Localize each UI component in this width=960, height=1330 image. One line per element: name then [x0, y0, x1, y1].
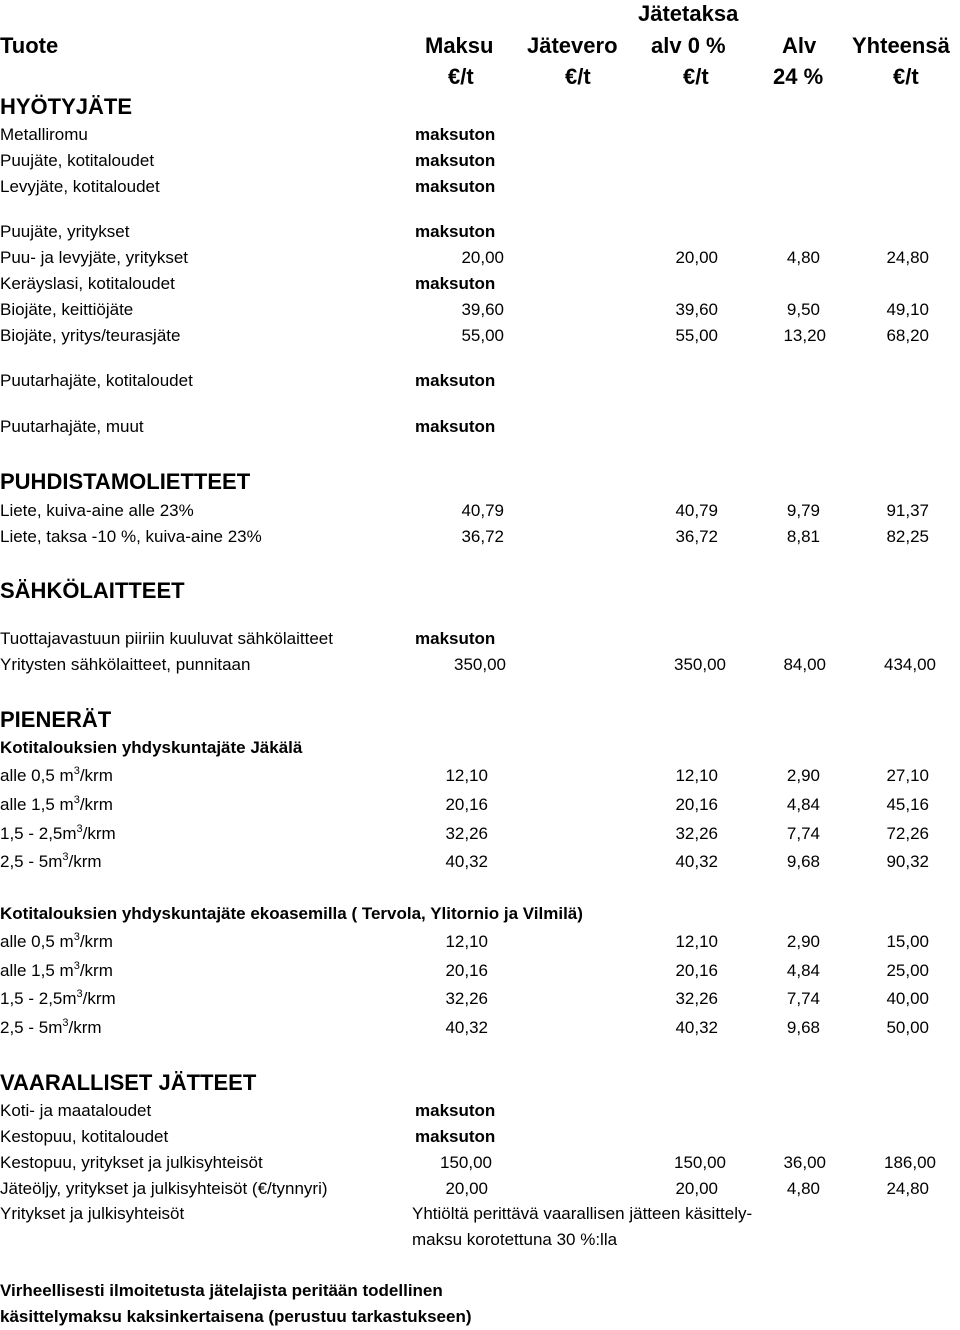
row-jatetaksa: 32,26 — [675, 989, 718, 1008]
section-title-hyotyjate: HYÖTYJÄTE — [0, 94, 133, 119]
row-alv: 8,81 — [786, 527, 820, 546]
row-label: Liete, taksa -10 %, kuiva-aine 23% — [0, 527, 262, 546]
row-label: alle 1,5 $m^3$/krm — [0, 960, 113, 980]
row-alv: 4,84 — [786, 961, 820, 980]
row-yhteensa: 24,80 — [886, 248, 929, 267]
row-alv: 84,00 — [783, 655, 826, 674]
header-yhteensa: Yhteensä — [852, 33, 950, 58]
footnote-line2: käsittelymaksu kaksinkertaisena (perustuu tarkastukseen) — [0, 1307, 472, 1326]
row-label: Levyjäte, kotitaloudet — [0, 177, 160, 196]
row-jatetaksa: 32,26 — [675, 824, 718, 843]
row-yhteensa: 24,80 — [886, 1179, 929, 1198]
row-label: alle 0,5 $m^3$/krm — [0, 765, 113, 785]
row-jatetaksa: 20,16 — [675, 961, 718, 980]
row-maksu: 150,00 — [440, 1153, 492, 1172]
row-label: Keräyslasi, kotitaloudet — [0, 274, 175, 293]
section-title-pienerat: PIENERÄT — [0, 707, 112, 732]
row-maksu: 20,16 — [445, 961, 488, 980]
row-label: Puu- ja levyjäte, yritykset — [0, 248, 189, 267]
header-unit-jatetaksa: €/t — [683, 64, 709, 89]
header-jatetaksa-line1: Jätetaksa — [638, 1, 739, 26]
row-maksu: maksuton — [415, 1101, 496, 1120]
row-label: Biojäte, keittiöjäte — [0, 300, 134, 319]
row-maksu: 20,00 — [445, 1179, 488, 1198]
row-label: Kestopuu, yritykset ja julkisyhteisöt — [0, 1153, 263, 1172]
row-yhteensa: 27,10 — [886, 766, 929, 785]
info-text-line1: Yhtiöltä perittävä vaarallisen jätteen käsittely- — [412, 1204, 753, 1223]
row-jatetaksa: 20,16 — [675, 795, 718, 814]
row-maksu: maksuton — [415, 371, 496, 390]
row-maksu: maksuton — [415, 125, 496, 144]
row-jatetaksa: 55,00 — [675, 326, 718, 345]
footnote-line1: Virheellisesti ilmoitetusta jätelajista peritään todellinen — [0, 1281, 443, 1300]
row-alv: 7,74 — [786, 824, 820, 843]
row-maksu: maksuton — [415, 629, 496, 648]
row-label: $2,5 - 5m^3$/krm — [0, 851, 102, 871]
row-jatetaksa: 12,10 — [675, 766, 718, 785]
row-alv: 4,80 — [786, 1179, 820, 1198]
section-title-puhdistamo: PUHDISTAMOLIETTEET — [0, 469, 251, 494]
row-maksu: maksuton — [415, 274, 496, 293]
row-yhteensa: 90,32 — [886, 852, 929, 871]
row-maksu: 32,26 — [445, 824, 488, 843]
row-label: alle 1,5 $m^3$/krm — [0, 794, 113, 814]
header-unit-alv: 24 % — [773, 64, 824, 89]
row-maksu: 40,32 — [445, 1018, 488, 1037]
row-yhteensa: 45,16 — [886, 795, 929, 814]
row-label: Jäteöljy, yritykset ja julkisyhteisöt (€/tynnyri) — [0, 1179, 328, 1198]
row-label: Tuottajavastuun piiriin kuuluvat sähkölaitteet — [0, 629, 333, 648]
header-jatetaksa-line2: alv 0 % — [651, 33, 726, 58]
row-label: Puujäte, yritykset — [0, 222, 130, 241]
row-label: alle 0,5 $m^3$/krm — [0, 931, 113, 951]
row-maksu: maksuton — [415, 222, 496, 241]
row-maksu: maksuton — [415, 1127, 496, 1146]
header-unit-jatevero: €/t — [565, 64, 591, 89]
row-label: $1,5 - 2,5m^3$/krm — [0, 988, 116, 1008]
row-alv: 7,74 — [786, 989, 820, 1008]
row-maksu: 350,00 — [454, 655, 506, 674]
subsection-title-jakala: Kotitalouksien yhdyskuntajäte Jäkälä — [0, 738, 303, 757]
row-yhteensa: 72,26 — [886, 824, 929, 843]
info-text-line2: maksu korotettuna 30 %:lla — [412, 1230, 618, 1249]
row-yhteensa: 434,00 — [884, 655, 936, 674]
section-title-sahko: SÄHKÖLAITTEET — [0, 578, 185, 603]
row-jatetaksa: 36,72 — [675, 527, 718, 546]
row-alv: 2,90 — [786, 766, 820, 785]
subsection-title-ekoasemat: Kotitalouksien yhdyskuntajäte ekoasemilla ( Tervola, Ylitornio ja Vilmilä) — [0, 904, 583, 923]
row-maksu: 20,00 — [461, 248, 504, 267]
row-maksu: 55,00 — [461, 326, 504, 345]
header-jatevero: Jätevero — [527, 33, 618, 58]
row-label: $2,5 - 5m^3$/krm — [0, 1017, 102, 1037]
row-label: Puujäte, kotitaloudet — [0, 151, 155, 170]
row-yhteensa: 50,00 — [886, 1018, 929, 1037]
row-alv: 2,90 — [786, 932, 820, 951]
row-label: Liete, kuiva-aine alle 23% — [0, 501, 194, 520]
header-maksu: Maksu — [425, 33, 494, 58]
row-alv: 36,00 — [783, 1153, 826, 1172]
row-jatetaksa: 40,32 — [675, 1018, 718, 1037]
row-jatetaksa: 40,32 — [675, 852, 718, 871]
row-yhteensa: 25,00 — [886, 961, 929, 980]
row-alv: 4,80 — [786, 248, 820, 267]
row-yhteensa: 82,25 — [886, 527, 929, 546]
row-jatetaksa: 20,00 — [675, 248, 718, 267]
header-tuote: Tuote — [0, 33, 59, 58]
row-yhteensa: 91,37 — [886, 501, 929, 520]
row-alv: 9,68 — [786, 852, 820, 871]
row-maksu: 40,32 — [445, 852, 488, 871]
row-jatetaksa: 12,10 — [675, 932, 718, 951]
row-yhteensa: 68,20 — [886, 326, 929, 345]
row-maksu: 40,79 — [461, 501, 504, 520]
row-alv: 9,68 — [786, 1018, 820, 1037]
row-label: Puutarhajäte, kotitaloudet — [0, 371, 193, 390]
row-label: Kestopuu, kotitaloudet — [0, 1127, 169, 1146]
row-jatetaksa: 20,00 — [675, 1179, 718, 1198]
row-yhteensa: 40,00 — [886, 989, 929, 1008]
row-alv: 4,84 — [786, 795, 820, 814]
row-label: Yritysten sähkölaitteet, punnitaan — [0, 655, 251, 674]
row-jatetaksa: 40,79 — [675, 501, 718, 520]
row-maksu: 36,72 — [461, 527, 504, 546]
row-maksu: 12,10 — [445, 766, 488, 785]
header-unit-yhteensa: €/t — [893, 64, 919, 89]
row-maksu: 32,26 — [445, 989, 488, 1008]
row-maksu: 20,16 — [445, 795, 488, 814]
row-jatetaksa: 150,00 — [674, 1153, 726, 1172]
header-unit-maksu: €/t — [448, 64, 474, 89]
row-yhteensa: 186,00 — [884, 1153, 936, 1172]
row-label: Puutarhajäte, muut — [0, 417, 144, 436]
row-maksu: maksuton — [415, 417, 496, 436]
row-yhteensa: 49,10 — [886, 300, 929, 319]
row-maksu: maksuton — [415, 177, 496, 196]
row-yhteensa: 15,00 — [886, 932, 929, 951]
row-alv: 13,20 — [783, 326, 826, 345]
row-alv: 9,50 — [786, 300, 820, 319]
row-alv: 9,79 — [786, 501, 820, 520]
row-jatetaksa: 39,60 — [675, 300, 718, 319]
section-title-vaaralliset: VAARALLISET JÄTTEET — [0, 1070, 257, 1095]
row-label: Yritykset ja julkisyhteisöt — [0, 1204, 185, 1223]
row-maksu: maksuton — [415, 151, 496, 170]
row-label: Metalliromu — [0, 125, 88, 144]
row-maksu: 39,60 — [461, 300, 504, 319]
header-alv: Alv — [782, 33, 817, 58]
row-maksu: 12,10 — [445, 932, 488, 951]
row-label: $1,5 - 2,5m^3$/krm — [0, 823, 116, 843]
row-jatetaksa: 350,00 — [674, 655, 726, 674]
row-label: Koti- ja maataloudet — [0, 1101, 152, 1120]
row-label: Biojäte, yritys/teurasjäte — [0, 326, 181, 345]
